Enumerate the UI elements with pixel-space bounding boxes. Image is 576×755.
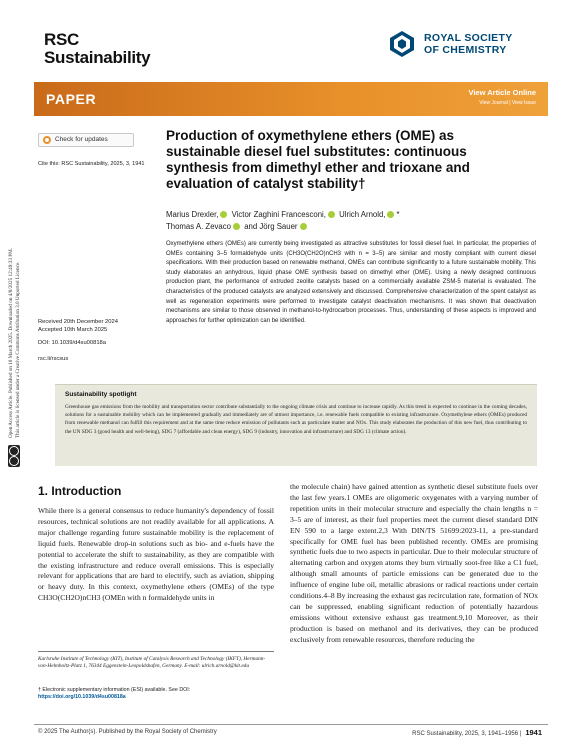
spotlight-heading: Sustainability spotlight	[65, 391, 137, 398]
article-doi[interactable]: DOI: 10.1039/d4su00818a	[38, 340, 107, 346]
license-line-published: Open Access Article. Published on 10 March 2025. Downloaded on 4/8/2025 12:49:33 PM.	[8, 247, 14, 438]
journal-name-line2: Sustainability	[44, 48, 151, 67]
orcid-icon[interactable]	[328, 211, 335, 218]
accepted-date: Accepted 10th March 2025	[38, 327, 108, 333]
copyright-notice: © 2025 The Author(s). Published by the Royal Society of Chemistry	[38, 729, 217, 735]
rsc-logo[interactable]	[388, 30, 538, 60]
abstract: Oxymethylene ethers (OMEs) are currently being investigated as attractive substitutes for fossil diesel fuel. In particular, the properties of OMEs containing 3–5 formaldehyde units (CH3O(CH2O)nCH3 with n = 3–5) are similar and mostly compliant with current diesel specifications. With their production based on renewable methanol, OMEs can contribute significantly to a future sustainable mobility. This study elaborates an anhydrous, liquid phase OME synthesis based on dimethyl ether (DME). Using a newly designed continuous production plant, the performance of extruded zeolite catalysts based on a commercially available ZSM-5 material is evaluated. The characteristics of the produced catalysts are analyzed extensively and discussed. Comprehensive characterization of the spent catalyst as well as regeneration experiments were performed to investigate catalyst deactivation mechanisms. It was shown that deactivation mechanisms are similar to those observed in methanol-to-hydrocarbon processes. Thus, understanding of these aspects is improved and approaches for further optimization can be identified.	[166, 241, 536, 324]
esi-doi-link[interactable]: https://doi.org/10.1039/d4su00818a	[38, 694, 126, 701]
side-license-notice	[4, 138, 28, 438]
footnote-divider	[38, 651, 274, 652]
publisher-name	[424, 33, 513, 56]
orcid-icon[interactable]	[300, 223, 307, 230]
section-heading: 1. Introduction	[38, 484, 122, 498]
esi-note	[38, 687, 274, 702]
orcid-icon[interactable]	[233, 223, 240, 230]
journal-short-link[interactable]: rsc.li/rscsus	[38, 356, 69, 362]
page-footer-citation	[412, 728, 542, 737]
citation-info: Cite this: RSC Sustainability, 2025, 3, 1941	[38, 161, 145, 167]
view-article-online-link[interactable]: View Article Online	[468, 88, 536, 97]
author-name[interactable]: Thomas A. Zevaco	[166, 222, 232, 231]
article-type-label: PAPER	[46, 91, 97, 107]
author-name[interactable]: and Jörg Sauer	[244, 222, 298, 231]
footer-divider	[34, 724, 548, 725]
creative-commons-icon[interactable]	[8, 445, 20, 467]
license-line-cc[interactable]: This article is licensed under a Creative Commons Attribution 3.0 Unported Licence.	[15, 261, 21, 438]
author-name[interactable]: Victor Zaghini Francesconi,	[231, 210, 326, 219]
article-title: Production of oxymethylene ethers (OME) as sustainable diesel fuel substitutes: continuous synthesis from dimethyl ether and trioxane and evaluation of catalyst stability†	[166, 128, 470, 191]
publication-dates	[38, 318, 158, 334]
publisher-name-line2: OF CHEMISTRY	[424, 43, 507, 56]
footer-citation-text: RSC Sustainability, 2025, 3, 1941–1956 |	[412, 731, 522, 737]
sustainability-spotlight-box	[55, 384, 537, 466]
check-for-updates-label: Check for updates	[55, 136, 108, 143]
spotlight-text: Greenhouse gas emissions from the mobility and transportation sector contribute substantially to the ongoing climate crisis and continue to increase rapidly. As this trend is expected to continue in the coming decades, solutions for a sustainable mobility which can be implemented gradually and immediately are of utmost importance, i.e. renewable fuels compatible to existing infrastructure. Oxymethylene ethers (OMEs) produced from renewable methanol can fulfill this requirement and at the same time reduce emission of pollutants such as particulate matter and NOx. This study elaborates the production of this new fuel, thus contributing to the UN SDG 3 (good health and well-being), SDG 7 (affordable and clean energy), SDG 9 (industry, innovation and infrastructure) and SDG 13 (climate action).	[65, 404, 527, 435]
journal-issue-links[interactable]: View Journal | View Issue	[479, 100, 536, 106]
body-text-left-column: While there is a general consensus to reduce humanity's dependency of fossil resources, technical solutions are not readily available for all applications. A major challenge regarding future sustainable mobility is the replacement of liquid fuels. Renewable drop-in solutions such as bio- and e-fuels have the potential to accelerate the shift to sustainability, as they are compatible with the existing infrastructure and reduce overall emissions. This is especially relevant for applications that are hard to electrify, such as aviation, shipping or heavy duty. In this context, oxymethylene ethers (OMEs) of the type CH3O(CH2O)nCH3 (OMEn with n formaldehyde units in	[38, 506, 274, 603]
orcid-icon[interactable]	[220, 211, 227, 218]
update-check-icon	[43, 136, 51, 144]
received-date: Received 20th December 2024	[38, 319, 118, 325]
corresponding-author-mark: *	[396, 210, 400, 219]
author-affiliation: Karlsruhe Institute of Technology (KIT), Institute of Catalysis Research and Technology (IKFT), Hermann-von-Helmholtz-Platz 1, 76344 Eggenstein-Leopoldshafen, Germany. E-mail: ulrich.arnold@kit.edu	[38, 656, 266, 670]
esi-note-text: † Electronic supplementary information (ESI) available. See DOI:	[38, 687, 191, 693]
body-text-right-column: the molecule chain) have gained attention as synthetic diesel substitute fuels over the last few years.1 OMEs are oligomeric oxygenates with a varying number of repetition units in their molecular structure and especially the chain lengths n = 3–5 are of interest, as their fuel properties meet the current diesel standard DIN EN 590 to a large extent.2,3 With DIN/TS 51699:2023-11, a pre-standard specifically for OME fuel has been published recently. OMEs are promising synthetic fuels due to two aspects in particular. Due to their molecular structure of alternating carbon and oxygen atoms they burn virtually soot-free like a C1 fuel, although small amounts of particle emissions can be generated due to the influence of engine lube oil, metallic abrasions or radical reactions under certain conditions.4–8 By increasing the exhaust gas recirculation rate, formation of NOx can be suppressed, enabling significant reduction of potentially hazardous emissions without extensive exhaust gas treatment.9,10 Moreover, as their production is based on methanol and its derivatives, they can be produced exclusively from renewable resources, therefore reducing the	[290, 482, 538, 644]
author-list	[166, 209, 536, 233]
publisher-name-line1: ROYAL SOCIETY	[424, 32, 513, 44]
author-name[interactable]: Marius Drexler,	[166, 210, 219, 219]
article-type-banner	[34, 82, 548, 116]
journal-name	[44, 31, 150, 67]
orcid-icon[interactable]	[387, 211, 394, 218]
journal-name-line1: RSC	[44, 30, 79, 49]
check-for-updates-button[interactable]	[38, 133, 134, 147]
author-name[interactable]: Ulrich Arnold,	[339, 210, 386, 219]
rsc-emblem-icon	[388, 30, 416, 58]
page-number: 1941	[525, 728, 542, 737]
